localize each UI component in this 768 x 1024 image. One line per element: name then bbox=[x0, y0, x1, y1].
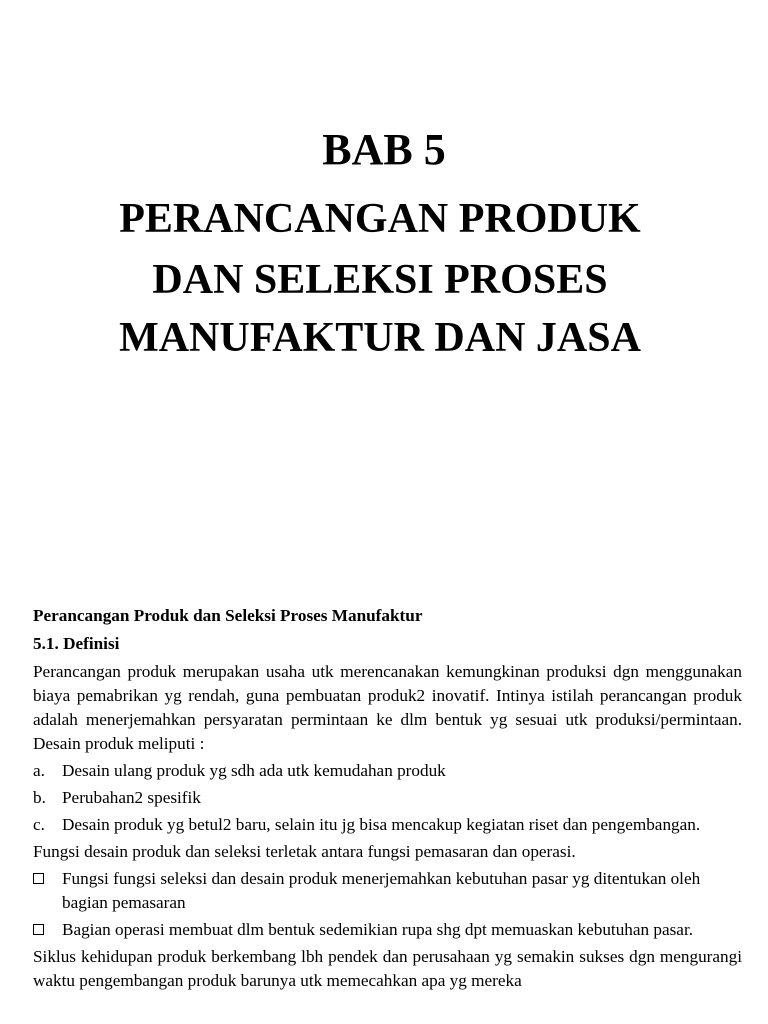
title-line-1: PERANCANGAN PRODUK bbox=[119, 196, 641, 242]
bullet-item bbox=[33, 918, 742, 942]
bullet-item-text: Bagian operasi membuat dlm bentuk sedemikian rupa shg dpt memuaskan kebutuhan pasar. bbox=[62, 920, 694, 939]
title-line-2: DAN SELEKSI PROSES bbox=[152, 257, 608, 303]
intro-paragraph: Perancangan produk merupakan usaha utk merencanakan kemungkinan produksi dgn menggunakan biaya pemabrikan yg rendah, guna pembuatan produk2 inovatif. Intinya istilah perancangan produk adalah menerjemahkan persyaratan permintaan ke dlm bentuk yg sesuai utk produksi/permintaan. Desain produk meliputi : bbox=[33, 662, 742, 753]
section-subheading: 5.1. Definisi bbox=[33, 634, 120, 653]
list-marker: b. bbox=[33, 788, 46, 807]
chapter-label: BAB 5 bbox=[322, 125, 446, 174]
list-item-text: Perubahan2 spesifik bbox=[62, 788, 201, 807]
checkbox-bullet-icon bbox=[33, 867, 62, 915]
list-marker: c. bbox=[33, 815, 45, 834]
list-item-text: Desain ulang produk yg sdh ada utk kemudahan produk bbox=[62, 761, 446, 780]
list-item bbox=[33, 813, 742, 837]
list-marker: a. bbox=[33, 761, 45, 780]
function-paragraph: Fungsi desain produk dan seleksi terletak antara fungsi pemasaran dan operasi. bbox=[33, 842, 576, 861]
checkbox-bullet-icon bbox=[33, 918, 62, 942]
list-item bbox=[33, 759, 742, 783]
bullet-item bbox=[33, 867, 742, 915]
bullet-item-text: Fungsi fungsi seleksi dan desain produk menerjemahkan kebutuhan pasar yg ditentukan oleh bagian pemasaran bbox=[62, 869, 701, 912]
list-item-text: Desain produk yg betul2 baru, selain itu jg bisa mencakup kegiatan riset dan pengembangan. bbox=[62, 815, 701, 834]
title-line-3: MANUFAKTUR DAN JASA bbox=[119, 315, 641, 361]
section-heading: Perancangan Produk dan Seleksi Proses Manufaktur bbox=[33, 606, 423, 625]
document-body bbox=[33, 604, 742, 996]
cycle-paragraph: Siklus kehidupan produk berkembang lbh pendek dan perusahaan yg semakin sukses dgn mengurangi waktu pengembangan produk barunya utk memecahkan apa yg mereka bbox=[33, 947, 742, 990]
list-item bbox=[33, 786, 742, 810]
